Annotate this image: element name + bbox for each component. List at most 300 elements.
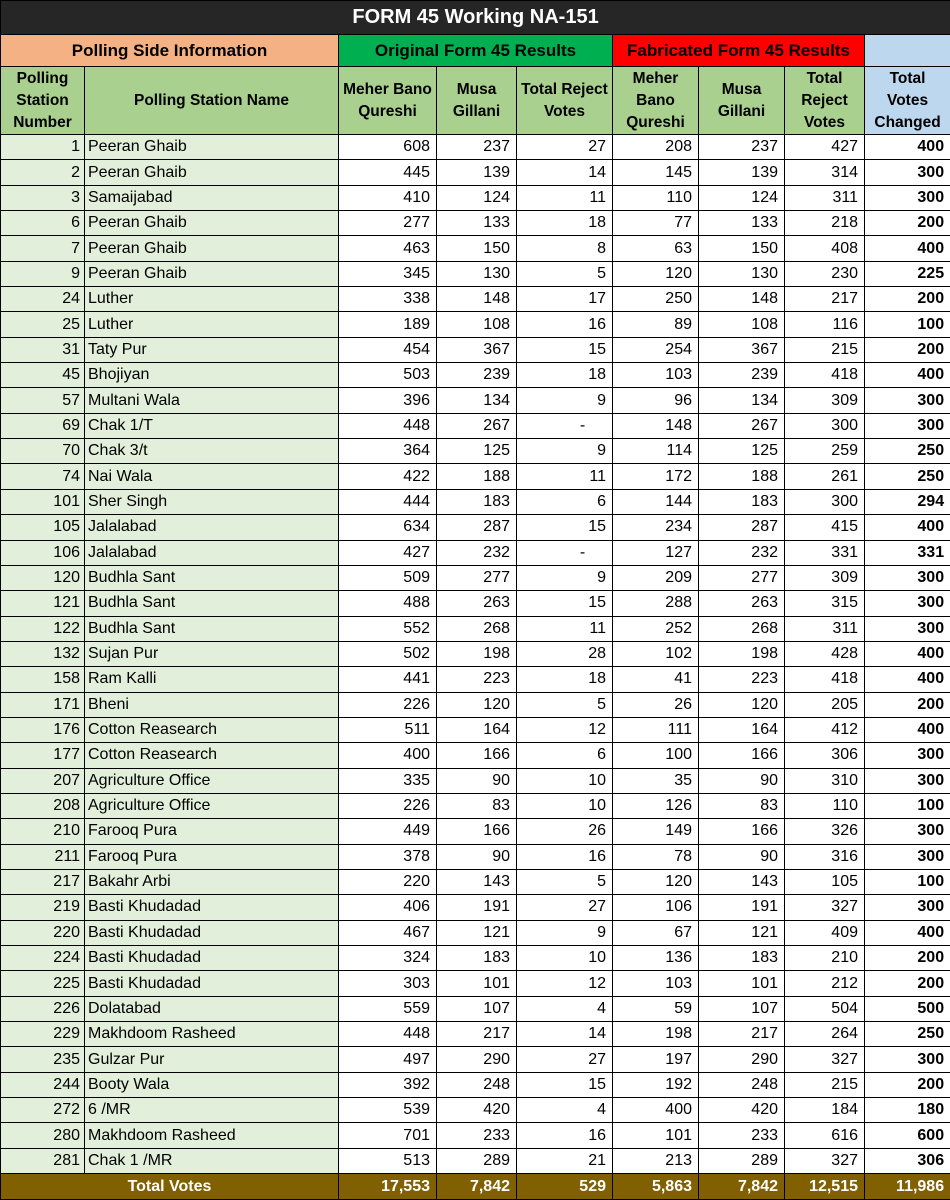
- station-number-cell: 224: [1, 946, 85, 971]
- fab-musa-cell: 125: [699, 439, 785, 464]
- votes-changed-cell: 300: [865, 1047, 950, 1072]
- fab-meher-cell: 120: [613, 869, 699, 894]
- fab-meher-cell: 198: [613, 1022, 699, 1047]
- orig-meher-cell: 559: [339, 996, 437, 1021]
- changed-group-header: [865, 35, 950, 67]
- fab-reject-cell: 412: [785, 717, 865, 742]
- table-row: [1, 464, 950, 489]
- fab-musa-cell: 120: [699, 692, 785, 717]
- fab-reject-cell: 309: [785, 388, 865, 413]
- fab-musa-cell: 166: [699, 743, 785, 768]
- station-number-cell: 225: [1, 971, 85, 996]
- fab-reject-cell: 315: [785, 591, 865, 616]
- orig-reject-cell: 4: [517, 1098, 613, 1123]
- orig-musa-cell: 191: [437, 895, 517, 920]
- orig-meher-cell: 422: [339, 464, 437, 489]
- station-number-cell: 235: [1, 1047, 85, 1072]
- table-row: [1, 185, 950, 210]
- table-row: [1, 540, 950, 565]
- station-name-cell: Jalalabad: [85, 515, 339, 540]
- polling-side-header: Polling Side Information: [1, 35, 339, 67]
- station-name-cell: 6 /MR: [85, 1098, 339, 1123]
- table-row: [1, 996, 950, 1021]
- station-number-cell: 120: [1, 565, 85, 590]
- orig-meher-cell: 396: [339, 388, 437, 413]
- orig-musa-cell: 223: [437, 667, 517, 692]
- station-number-cell: 211: [1, 844, 85, 869]
- orig-meher-cell: 449: [339, 819, 437, 844]
- station-name-cell: Bheni: [85, 692, 339, 717]
- table-row: [1, 1123, 950, 1148]
- orig-musa-cell: 289: [437, 1148, 517, 1173]
- station-number-cell: 24: [1, 287, 85, 312]
- station-name-cell: Jalalabad: [85, 540, 339, 565]
- fab-musa-cell: 263: [699, 591, 785, 616]
- table-row: [1, 135, 950, 160]
- fab-meher-cell: 41: [613, 667, 699, 692]
- fab-musa-cell: 198: [699, 641, 785, 666]
- orig-reject-cell: 6: [517, 743, 613, 768]
- orig-meher-cell: 701: [339, 1123, 437, 1148]
- fab-reject-cell: 218: [785, 211, 865, 236]
- orig-reject-cell: 9: [517, 920, 613, 945]
- station-number-cell: 25: [1, 312, 85, 337]
- votes-changed-cell: 200: [865, 211, 950, 236]
- votes-changed-cell: 300: [865, 819, 950, 844]
- fab-meher-cell: 145: [613, 160, 699, 185]
- total-orig-reject: 529: [517, 1174, 613, 1200]
- orig-meher-cell: 277: [339, 211, 437, 236]
- fab-musa-cell: 148: [699, 287, 785, 312]
- fab-musa-cell: 267: [699, 413, 785, 438]
- orig-reject-cell: 11: [517, 464, 613, 489]
- station-name-cell: Peeran Ghaib: [85, 160, 339, 185]
- orig-musa-cell: 90: [437, 844, 517, 869]
- fab-reject-cell: 427: [785, 135, 865, 160]
- orig-reject-cell: -: [517, 413, 613, 438]
- orig-musa-cell: 233: [437, 1123, 517, 1148]
- orig-reject-cell: 18: [517, 211, 613, 236]
- fab-meher-cell: 103: [613, 363, 699, 388]
- orig-reject-cell: -: [517, 540, 613, 565]
- station-number-cell: 6: [1, 211, 85, 236]
- votes-changed-cell: 300: [865, 388, 950, 413]
- orig-reject-cell: 4: [517, 996, 613, 1021]
- station-number-cell: 121: [1, 591, 85, 616]
- fab-meher-cell: 144: [613, 489, 699, 514]
- table-row: [1, 641, 950, 666]
- fab-musa-cell: 188: [699, 464, 785, 489]
- orig-reject-cell: 10: [517, 946, 613, 971]
- col-header-station-name: Polling Station Name: [85, 67, 339, 135]
- station-name-cell: Cotton Reasearch: [85, 743, 339, 768]
- table-row: [1, 489, 950, 514]
- orig-meher-cell: 552: [339, 616, 437, 641]
- fab-reject-cell: 259: [785, 439, 865, 464]
- station-name-cell: Basti Khudadad: [85, 895, 339, 920]
- col-header-orig-reject: Total Reject Votes: [517, 67, 613, 135]
- orig-musa-cell: 125: [437, 439, 517, 464]
- fab-reject-cell: 327: [785, 895, 865, 920]
- fab-meher-cell: 120: [613, 261, 699, 286]
- station-number-cell: 70: [1, 439, 85, 464]
- votes-changed-cell: 400: [865, 236, 950, 261]
- fab-reject-cell: 331: [785, 540, 865, 565]
- fab-reject-cell: 215: [785, 337, 865, 362]
- orig-musa-cell: 150: [437, 236, 517, 261]
- fab-musa-cell: 239: [699, 363, 785, 388]
- fab-reject-cell: 205: [785, 692, 865, 717]
- orig-musa-cell: 130: [437, 261, 517, 286]
- fab-musa-cell: 108: [699, 312, 785, 337]
- fab-musa-cell: 130: [699, 261, 785, 286]
- orig-meher-cell: 463: [339, 236, 437, 261]
- fab-reject-cell: 408: [785, 236, 865, 261]
- station-name-cell: Budhla Sant: [85, 565, 339, 590]
- station-number-cell: 207: [1, 768, 85, 793]
- table-row: [1, 920, 950, 945]
- station-number-cell: 158: [1, 667, 85, 692]
- orig-meher-cell: 220: [339, 869, 437, 894]
- fab-reject-cell: 210: [785, 946, 865, 971]
- orig-meher-cell: 444: [339, 489, 437, 514]
- fab-meher-cell: 208: [613, 135, 699, 160]
- orig-reject-cell: 6: [517, 489, 613, 514]
- station-number-cell: 122: [1, 616, 85, 641]
- votes-changed-cell: 200: [865, 1072, 950, 1097]
- orig-meher-cell: 497: [339, 1047, 437, 1072]
- station-name-cell: Gulzar Pur: [85, 1047, 339, 1072]
- fab-musa-cell: 124: [699, 185, 785, 210]
- fab-reject-cell: 418: [785, 363, 865, 388]
- station-number-cell: 132: [1, 641, 85, 666]
- fab-reject-cell: 110: [785, 793, 865, 818]
- station-name-cell: Farooq Pura: [85, 819, 339, 844]
- votes-changed-cell: 180: [865, 1098, 950, 1123]
- station-name-cell: Samaijabad: [85, 185, 339, 210]
- orig-musa-cell: 148: [437, 287, 517, 312]
- table-row: [1, 439, 950, 464]
- table-row: [1, 616, 950, 641]
- station-number-cell: 244: [1, 1072, 85, 1097]
- fab-musa-cell: 367: [699, 337, 785, 362]
- orig-meher-cell: 400: [339, 743, 437, 768]
- table-row: [1, 1022, 950, 1047]
- table-row: [1, 337, 950, 362]
- fab-meher-cell: 148: [613, 413, 699, 438]
- station-number-cell: 280: [1, 1123, 85, 1148]
- orig-reject-cell: 14: [517, 1022, 613, 1047]
- station-number-cell: 105: [1, 515, 85, 540]
- station-number-cell: 176: [1, 717, 85, 742]
- orig-meher-cell: 345: [339, 261, 437, 286]
- total-fab-meher: 5,863: [613, 1174, 699, 1200]
- fab-meher-cell: 149: [613, 819, 699, 844]
- fab-musa-cell: 290: [699, 1047, 785, 1072]
- orig-meher-cell: 427: [339, 540, 437, 565]
- station-name-cell: Chak 1/T: [85, 413, 339, 438]
- station-name-cell: Agriculture Office: [85, 768, 339, 793]
- votes-changed-cell: 200: [865, 692, 950, 717]
- votes-changed-cell: 100: [865, 793, 950, 818]
- votes-changed-cell: 400: [865, 667, 950, 692]
- fab-musa-cell: 277: [699, 565, 785, 590]
- orig-meher-cell: 364: [339, 439, 437, 464]
- fab-reject-cell: 300: [785, 489, 865, 514]
- fab-musa-cell: 248: [699, 1072, 785, 1097]
- table-row: [1, 692, 950, 717]
- total-fab-reject: 12,515: [785, 1174, 865, 1200]
- table-row: [1, 743, 950, 768]
- orig-meher-cell: 189: [339, 312, 437, 337]
- fab-meher-cell: 63: [613, 236, 699, 261]
- orig-reject-cell: 12: [517, 717, 613, 742]
- orig-musa-cell: 217: [437, 1022, 517, 1047]
- fab-reject-cell: 311: [785, 185, 865, 210]
- fab-meher-cell: 136: [613, 946, 699, 971]
- total-fab-musa: 7,842: [699, 1174, 785, 1200]
- fab-musa-cell: 139: [699, 160, 785, 185]
- orig-musa-cell: 239: [437, 363, 517, 388]
- orig-meher-cell: 513: [339, 1148, 437, 1173]
- fab-musa-cell: 83: [699, 793, 785, 818]
- fab-musa-cell: 134: [699, 388, 785, 413]
- orig-reject-cell: 27: [517, 1047, 613, 1072]
- orig-reject-cell: 15: [517, 1072, 613, 1097]
- orig-meher-cell: 378: [339, 844, 437, 869]
- table-body: [1, 135, 950, 1174]
- table-row: [1, 819, 950, 844]
- table-row: [1, 1047, 950, 1072]
- orig-meher-cell: 324: [339, 946, 437, 971]
- station-name-cell: Farooq Pura: [85, 844, 339, 869]
- votes-changed-cell: 331: [865, 540, 950, 565]
- station-name-cell: Nai Wala: [85, 464, 339, 489]
- orig-musa-cell: 183: [437, 946, 517, 971]
- fab-reject-cell: 326: [785, 819, 865, 844]
- orig-meher-cell: 448: [339, 413, 437, 438]
- fab-musa-cell: 133: [699, 211, 785, 236]
- station-number-cell: 210: [1, 819, 85, 844]
- station-name-cell: Luther: [85, 287, 339, 312]
- table-row: [1, 895, 950, 920]
- table-row: [1, 312, 950, 337]
- fab-meher-cell: 102: [613, 641, 699, 666]
- orig-reject-cell: 11: [517, 616, 613, 641]
- votes-changed-cell: 225: [865, 261, 950, 286]
- votes-changed-cell: 400: [865, 135, 950, 160]
- orig-meher-cell: 226: [339, 692, 437, 717]
- station-name-cell: Cotton Reasearch: [85, 717, 339, 742]
- orig-reject-cell: 9: [517, 388, 613, 413]
- station-number-cell: 2: [1, 160, 85, 185]
- fab-reject-cell: 261: [785, 464, 865, 489]
- station-name-cell: Booty Wala: [85, 1072, 339, 1097]
- orig-meher-cell: 634: [339, 515, 437, 540]
- station-number-cell: 229: [1, 1022, 85, 1047]
- fab-meher-cell: 26: [613, 692, 699, 717]
- station-name-cell: Makhdoom Rasheed: [85, 1123, 339, 1148]
- votes-changed-cell: 200: [865, 971, 950, 996]
- orig-meher-cell: 509: [339, 565, 437, 590]
- station-name-cell: Bhojiyan: [85, 363, 339, 388]
- fab-meher-cell: 100: [613, 743, 699, 768]
- fab-reject-cell: 327: [785, 1148, 865, 1173]
- fab-musa-cell: 232: [699, 540, 785, 565]
- station-number-cell: 101: [1, 489, 85, 514]
- table-row: [1, 869, 950, 894]
- orig-meher-cell: 303: [339, 971, 437, 996]
- fab-meher-cell: 288: [613, 591, 699, 616]
- fab-reject-cell: 316: [785, 844, 865, 869]
- orig-musa-cell: 263: [437, 591, 517, 616]
- table-row: [1, 413, 950, 438]
- fab-musa-cell: 90: [699, 844, 785, 869]
- table-row: [1, 667, 950, 692]
- table-row: [1, 717, 950, 742]
- votes-changed-cell: 600: [865, 1123, 950, 1148]
- station-name-cell: Ram Kalli: [85, 667, 339, 692]
- orig-musa-cell: 277: [437, 565, 517, 590]
- fab-reject-cell: 314: [785, 160, 865, 185]
- orig-musa-cell: 124: [437, 185, 517, 210]
- orig-musa-cell: 90: [437, 768, 517, 793]
- orig-musa-cell: 267: [437, 413, 517, 438]
- fab-musa-cell: 420: [699, 1098, 785, 1123]
- orig-musa-cell: 139: [437, 160, 517, 185]
- station-number-cell: 7: [1, 236, 85, 261]
- col-header-orig-musa: Musa Gillani: [437, 67, 517, 135]
- orig-musa-cell: 108: [437, 312, 517, 337]
- votes-changed-cell: 300: [865, 565, 950, 590]
- orig-musa-cell: 188: [437, 464, 517, 489]
- station-number-cell: 9: [1, 261, 85, 286]
- orig-meher-cell: 454: [339, 337, 437, 362]
- table-row: [1, 515, 950, 540]
- total-orig-meher: 17,553: [339, 1174, 437, 1200]
- votes-changed-cell: 300: [865, 591, 950, 616]
- fab-musa-cell: 237: [699, 135, 785, 160]
- fab-reject-cell: 217: [785, 287, 865, 312]
- votes-changed-cell: 300: [865, 895, 950, 920]
- fab-reject-cell: 327: [785, 1047, 865, 1072]
- table-row: [1, 211, 950, 236]
- fab-meher-cell: 111: [613, 717, 699, 742]
- table-row: [1, 1072, 950, 1097]
- fab-musa-cell: 268: [699, 616, 785, 641]
- orig-musa-cell: 164: [437, 717, 517, 742]
- fab-meher-cell: 106: [613, 895, 699, 920]
- votes-changed-cell: 400: [865, 717, 950, 742]
- orig-reject-cell: 16: [517, 312, 613, 337]
- orig-meher-cell: 445: [339, 160, 437, 185]
- votes-changed-cell: 250: [865, 439, 950, 464]
- orig-musa-cell: 248: [437, 1072, 517, 1097]
- orig-musa-cell: 83: [437, 793, 517, 818]
- fab-reject-cell: 504: [785, 996, 865, 1021]
- orig-musa-cell: 287: [437, 515, 517, 540]
- col-header-fab-musa: Musa Gillani: [699, 67, 785, 135]
- station-number-cell: 226: [1, 996, 85, 1021]
- station-name-cell: Peeran Ghaib: [85, 261, 339, 286]
- orig-meher-cell: 338: [339, 287, 437, 312]
- votes-changed-cell: 250: [865, 1022, 950, 1047]
- table-row: [1, 1148, 950, 1173]
- votes-changed-cell: 400: [865, 515, 950, 540]
- votes-changed-cell: 400: [865, 363, 950, 388]
- orig-musa-cell: 107: [437, 996, 517, 1021]
- orig-musa-cell: 420: [437, 1098, 517, 1123]
- votes-changed-cell: 500: [865, 996, 950, 1021]
- table-row: [1, 1098, 950, 1123]
- orig-reject-cell: 5: [517, 869, 613, 894]
- votes-changed-cell: 200: [865, 946, 950, 971]
- table-row: [1, 946, 950, 971]
- orig-reject-cell: 28: [517, 641, 613, 666]
- fab-musa-cell: 191: [699, 895, 785, 920]
- station-name-cell: Peeran Ghaib: [85, 135, 339, 160]
- fab-musa-cell: 143: [699, 869, 785, 894]
- fab-musa-cell: 183: [699, 489, 785, 514]
- orig-reject-cell: 16: [517, 844, 613, 869]
- fab-meher-cell: 126: [613, 793, 699, 818]
- votes-changed-cell: 100: [865, 869, 950, 894]
- table-row: [1, 287, 950, 312]
- fab-reject-cell: 409: [785, 920, 865, 945]
- votes-changed-cell: 250: [865, 464, 950, 489]
- orig-musa-cell: 268: [437, 616, 517, 641]
- orig-reject-cell: 9: [517, 565, 613, 590]
- fab-meher-cell: 234: [613, 515, 699, 540]
- fab-meher-cell: 77: [613, 211, 699, 236]
- orig-musa-cell: 134: [437, 388, 517, 413]
- orig-reject-cell: 27: [517, 895, 613, 920]
- station-name-cell: Basti Khudadad: [85, 920, 339, 945]
- fab-reject-cell: 116: [785, 312, 865, 337]
- fab-meher-cell: 172: [613, 464, 699, 489]
- orig-musa-cell: 290: [437, 1047, 517, 1072]
- orig-musa-cell: 166: [437, 743, 517, 768]
- fab-reject-cell: 415: [785, 515, 865, 540]
- station-name-cell: Bakahr Arbi: [85, 869, 339, 894]
- orig-musa-cell: 232: [437, 540, 517, 565]
- orig-meher-cell: 503: [339, 363, 437, 388]
- orig-meher-cell: 406: [339, 895, 437, 920]
- table-row: [1, 565, 950, 590]
- orig-musa-cell: 367: [437, 337, 517, 362]
- orig-reject-cell: 5: [517, 692, 613, 717]
- station-name-cell: Basti Khudadad: [85, 971, 339, 996]
- votes-changed-cell: 200: [865, 287, 950, 312]
- fab-meher-cell: 209: [613, 565, 699, 590]
- table-row: [1, 363, 950, 388]
- col-header-fab-reject: Total Reject Votes: [785, 67, 865, 135]
- fab-meher-cell: 213: [613, 1148, 699, 1173]
- station-number-cell: 31: [1, 337, 85, 362]
- orig-reject-cell: 14: [517, 160, 613, 185]
- orig-meher-cell: 608: [339, 135, 437, 160]
- fab-reject-cell: 264: [785, 1022, 865, 1047]
- station-name-cell: Basti Khudadad: [85, 946, 339, 971]
- station-name-cell: Sujan Pur: [85, 641, 339, 666]
- orig-meher-cell: 410: [339, 185, 437, 210]
- votes-changed-cell: 400: [865, 920, 950, 945]
- station-name-cell: Dolatabad: [85, 996, 339, 1021]
- station-name-cell: Makhdoom Rasheed: [85, 1022, 339, 1047]
- fab-reject-cell: 215: [785, 1072, 865, 1097]
- votes-changed-cell: 100: [865, 312, 950, 337]
- fab-reject-cell: 184: [785, 1098, 865, 1123]
